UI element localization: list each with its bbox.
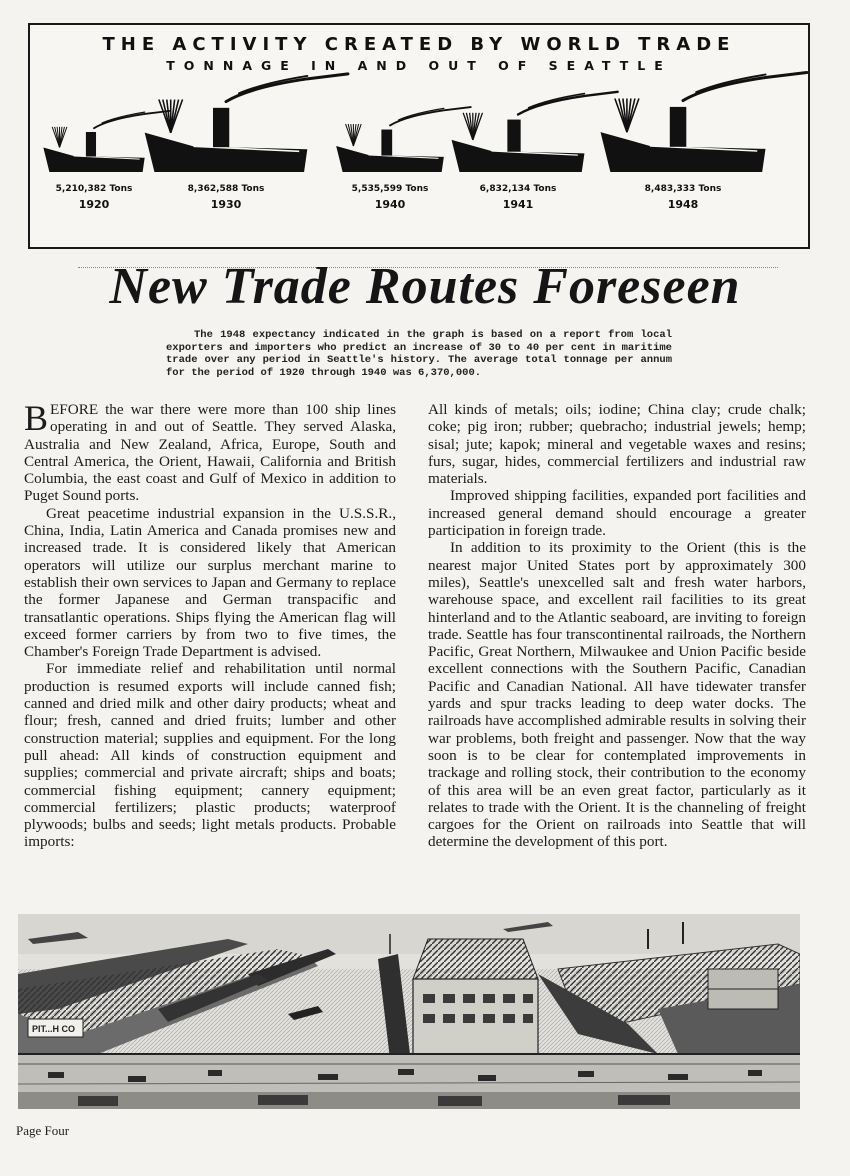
ship-mark-1948 bbox=[601, 72, 807, 172]
ship-mark-1930 bbox=[145, 74, 348, 172]
chart-subtitle: TONNAGE IN AND OUT OF SEATTLE bbox=[166, 58, 672, 73]
paragraph-4: All kinds of metals; oils; iodine; China clay; crude chalk; coke; pig iron; rubber; quebracho; industrial jewels; hemp; sisal; jute; kapok; mineral and vegetable waxes and resins; furs, sugar, hides, commercial fertilizers and industrial raw materials. bbox=[428, 401, 806, 488]
ship-mark-1940 bbox=[336, 107, 471, 172]
article-intro: The 1948 expectancy indicated in the graph is based on a report from local exporters and importers who predict an increase of 30 to 40 per cent in maritime trade over any period in Seattle's history. The average total tonnage per annum for the period of 1920 through 1940 was 6,370,000. bbox=[166, 329, 672, 379]
year-label-1948: 1948 bbox=[667, 198, 699, 211]
waterfront-illustration bbox=[18, 914, 800, 1109]
paragraph-3: For immediate relief and rehabilitation until normal production is resumed exports will include canned fish; canned and dried milk and other dairy products; wheat and flour; fresh, canned and dried fruits; lumber and other construction material; supplies and equipment. For the long pull ahead: All kinds of construction equipment and supplies; commercial and private aircraft; ships and boats; commercial fishing equipment; cannery equipment; commercial fertilizers; plastic products; waterproof plywoods; bulbs and seeds; light metals products. Probable imports: bbox=[24, 660, 396, 851]
paragraph-2: Great peacetime industrial expansion in the U.S.S.R., China, India, Latin America and Canada promises new and increased trade. It is considered likely that American operators will utilize our surplus merchant marine to establish their own services to Japan and Germany to replace the former Japanese and German transpacific and transatlantic operations. Ships flying the American flag will exceed former carriers by from two to five times, the Chamber's Foreign Trade Department is advised. bbox=[24, 504, 396, 661]
value-label-1920: 5,210,382 Tons bbox=[55, 184, 133, 194]
value-label-1948: 8,483,333 Tons bbox=[644, 184, 722, 194]
paragraph-6: In addition to its proximity to the Orient (this is the nearest major United States port by approximately 300 miles), Seattle's unexcelled salt and fresh water harbors, warehouse space, and excellent rail facilities to its great hinterland and to the Atlantic seaboard, are inviting to foreign trade. Seattle has four transcontinental railroads, the Northern Pacific, Great Northern, Milwaukee and Union Pacific beside excellent connections with the Southern Pacific, Canadian Pacific and Canadian National. All have tidewater transfer yards and spur tracks leading to deep water docks. The railroads have accomplished admirable results in solving their war problems, both freight and passenger. Now that the way soon is to be clear for contemplated improvements in trackage and rolling stock, their contribution to the economy of this area will be an even great factor, particularly as it relates to trade with the Orient. It is the channeling of freight cargoes for the Orient on railroads into Seattle that will determine the development of this port. bbox=[428, 539, 806, 851]
chart-plot bbox=[30, 25, 808, 247]
ship-mark-1941 bbox=[452, 92, 618, 172]
year-label-1920: 1920 bbox=[78, 198, 110, 211]
pier-sign: PIT...H CO bbox=[32, 1024, 76, 1034]
paragraph-1 bbox=[24, 398, 396, 505]
year-label-1940: 1940 bbox=[374, 198, 406, 211]
paragraph-1-text: EFORE the war there were more than 100 ship lines operating in and out of Seattle. They served Alaska, Australia and New Zealand, Africa, Europe, South and Central America, the Orient, Hawaii, California and British Columbia, the east coast and Gulf of Mexico in addition to Puget Sound ports. bbox=[24, 401, 396, 505]
article-headline: New Trade Routes Foreseen bbox=[109, 258, 741, 315]
tonnage-chart bbox=[28, 23, 810, 249]
drop-cap: B bbox=[24, 398, 49, 438]
chart-title: THE ACTIVITY CREATED BY WORLD TRADE bbox=[102, 34, 736, 55]
year-label-1930: 1930 bbox=[210, 198, 242, 211]
page-number: Page Four bbox=[16, 1123, 70, 1138]
article-column-right bbox=[428, 401, 806, 851]
article-column-left bbox=[24, 398, 396, 851]
year-label-1941: 1941 bbox=[502, 198, 534, 211]
value-label-1941: 6,832,134 Tons bbox=[479, 184, 557, 194]
harbor-drawing bbox=[18, 914, 800, 1109]
paragraph-5: Improved shipping facilities, expanded port facilities and increased general demand should encourage a greater participation in foreign trade. bbox=[428, 487, 806, 540]
value-label-1940: 5,535,599 Tons bbox=[351, 184, 429, 194]
value-label-1930: 8,362,588 Tons bbox=[187, 184, 265, 194]
